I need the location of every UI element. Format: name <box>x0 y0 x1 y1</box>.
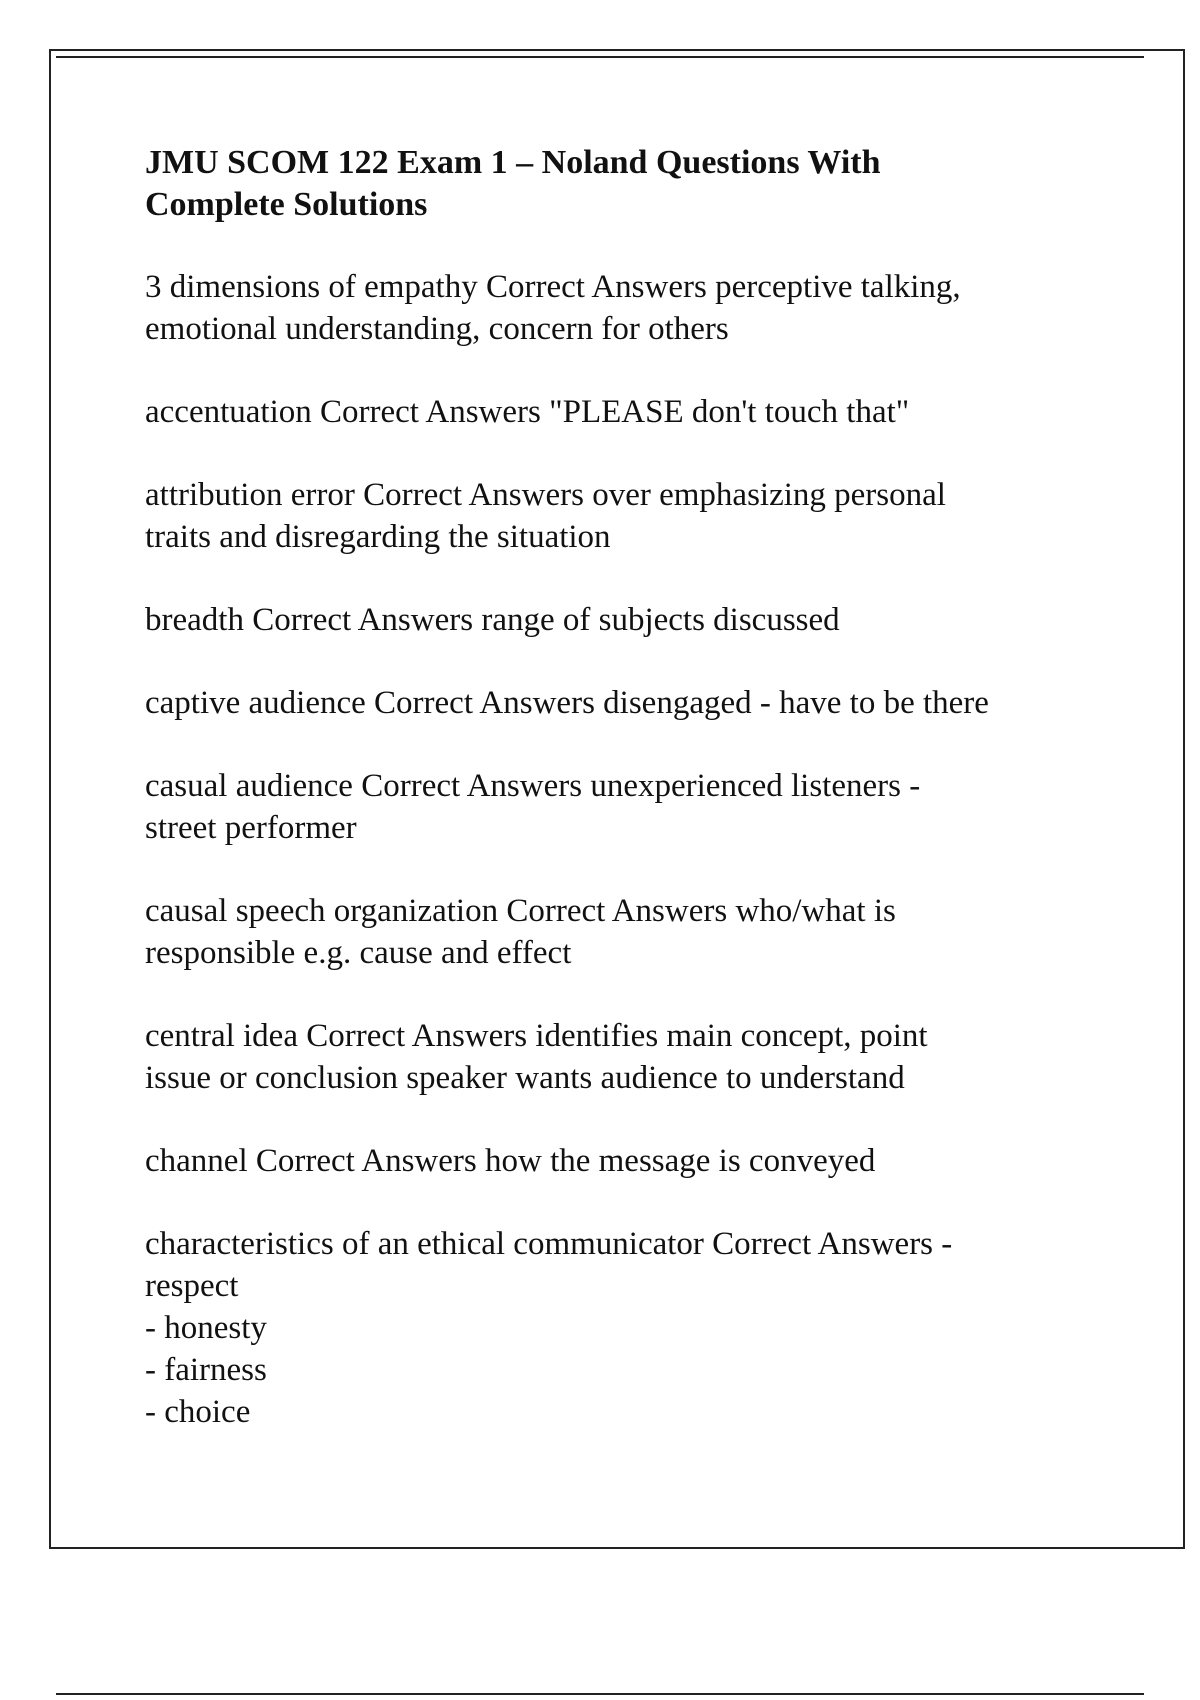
entry-answer: "PLEASE don't touch that" <box>549 394 910 430</box>
entry-marker: Correct Answers <box>255 1143 477 1179</box>
qa-entry <box>145 765 1105 849</box>
entry-marker: Correct Answers <box>485 269 707 305</box>
qa-entry <box>145 1223 1105 1433</box>
qa-entry <box>145 1015 1105 1099</box>
entry-answer: identifies main concept, point issue or conclusion speaker wants audience to understand <box>145 1018 928 1096</box>
entry-marker: Correct Answers <box>363 477 584 513</box>
entry-term: 3 dimensions of empathy <box>145 269 478 305</box>
document-title: JMU SCOM 122 Exam 1 – Noland Questions With Complete Solutions <box>145 144 881 223</box>
entry-term: casual audience <box>145 768 353 804</box>
entry-marker: Correct Answers <box>320 394 541 430</box>
entry-answer: unexperienced listeners - street performer <box>145 768 921 846</box>
entry-term: attribution error <box>145 477 355 513</box>
entry-answer: how the message is conveyed <box>484 1143 876 1179</box>
entry-marker: Correct Answers <box>306 1018 528 1054</box>
entry-marker: Correct Answers <box>374 685 595 721</box>
entry-term: channel <box>145 1143 248 1179</box>
qa-entry <box>145 266 1105 350</box>
entry-term: accentuation <box>145 394 312 430</box>
entry-answer: range of subjects discussed <box>481 602 840 638</box>
entry-answer: who/what is responsible e.g. cause and effect <box>145 893 896 971</box>
entry-answer: disengaged - have to be there <box>603 685 989 721</box>
entry-term: central idea <box>145 1018 298 1054</box>
entry-answer: - respect - honesty - fairness - choice <box>145 1226 953 1430</box>
qa-entry <box>145 890 1105 974</box>
entry-marker: Correct Answers <box>252 602 474 638</box>
qa-entry <box>145 391 1105 433</box>
entry-answer: over emphasizing personal traits and disregarding the situation <box>145 477 946 555</box>
qa-entry <box>145 682 1105 724</box>
entry-term: captive audience <box>145 685 366 721</box>
entry-marker: Correct Answers <box>712 1226 934 1262</box>
entry-term: causal speech organization <box>145 893 499 929</box>
qa-entry <box>145 599 1105 641</box>
qa-entry <box>145 1140 1105 1182</box>
entry-term: characteristics of an ethical communicator <box>145 1226 704 1262</box>
entry-answer: perceptive talking, emotional understanding, concern for others <box>145 269 961 347</box>
entry-term: breadth <box>145 602 244 638</box>
document-body <box>145 142 1105 1474</box>
entry-marker: Correct Answers <box>506 893 728 929</box>
entry-marker: Correct Answers <box>361 768 583 804</box>
top-rule <box>56 56 1144 58</box>
bottom-rule <box>56 1693 1144 1695</box>
qa-entry <box>145 474 1105 558</box>
